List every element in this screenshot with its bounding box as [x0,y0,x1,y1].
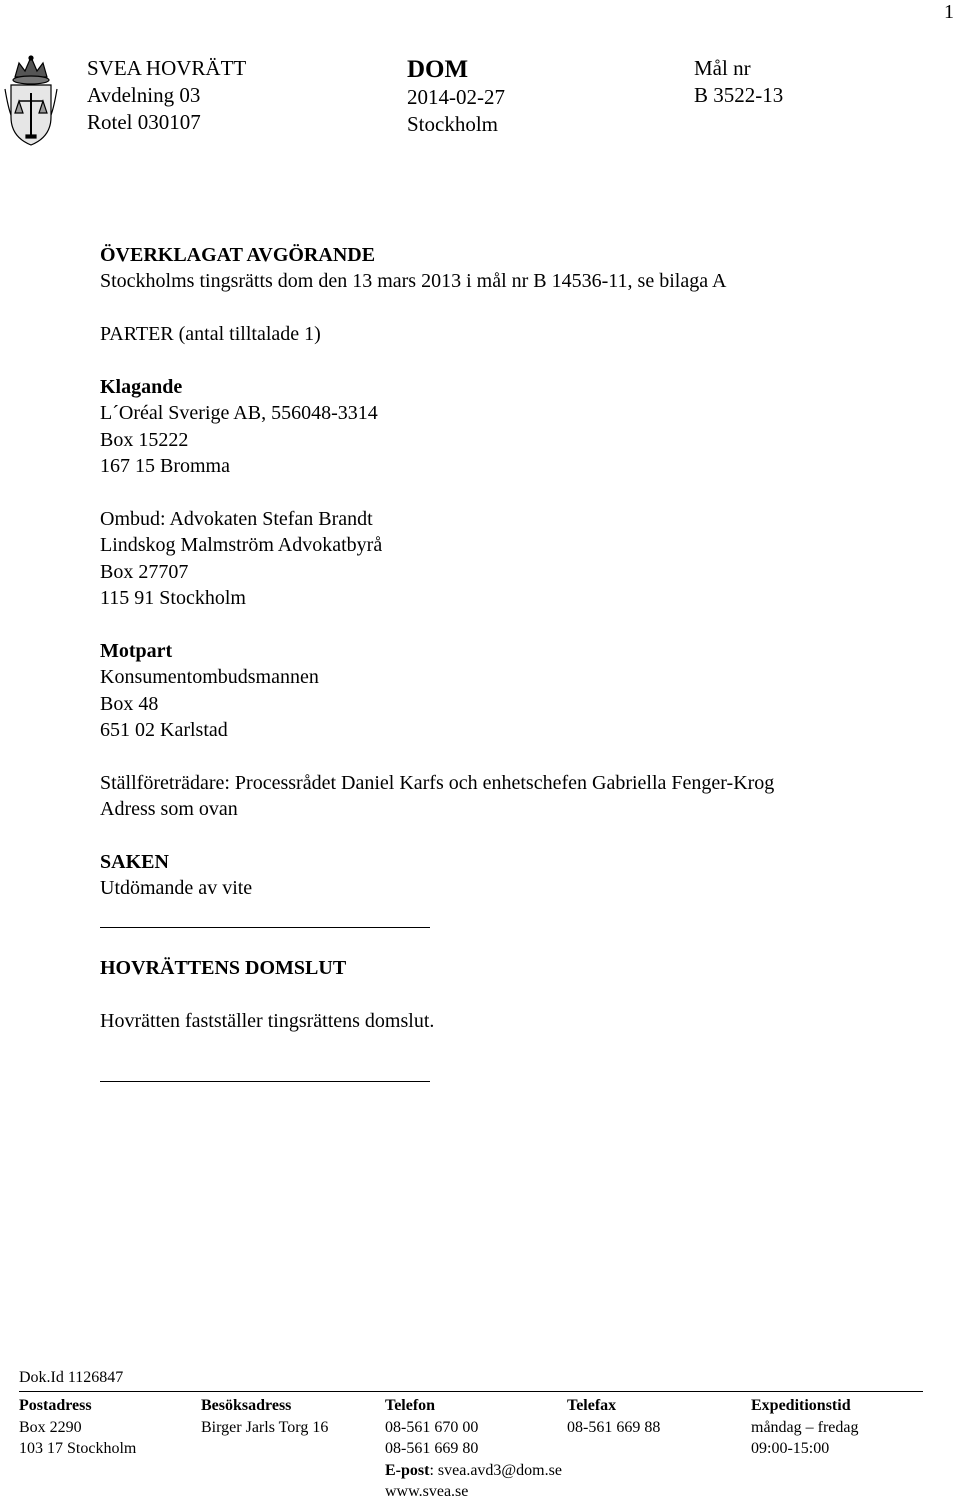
footer-email [385,1460,562,1482]
counsel-line: 115 91 Stockholm [100,586,246,609]
ruling-heading: HOVRÄTTENS DOMSLUT [100,957,347,979]
footer-heading: Expeditionstid [751,1397,851,1414]
document-block [407,56,505,138]
respondent-line: Konsumentombudsmannen [100,666,319,689]
footer-website[interactable]: www.svea.se [385,1483,469,1500]
document-date: 2014-02-27 [407,85,505,109]
appellant-heading: Klagande [100,376,183,398]
representative-line: Ställföreträdare: Processrådet Daniel Karfs och enhetschefen Gabriella Fenger-Krog [100,772,775,794]
doc-id: Dok.Id 1126847 [19,1369,124,1386]
email-label: E-post [385,1461,430,1479]
footer-heading: Telefon [385,1397,436,1414]
counsel-line: Lindskog Malmström Advokatbyrå [100,534,383,557]
footer-line: 08-561 669 80 [385,1440,479,1457]
footer-line: 09:00-15:00 [751,1440,830,1457]
footer-heading: Telefax [567,1397,617,1414]
footer-line: 08-561 670 00 [385,1418,479,1436]
footer-line: Box 2290 [19,1418,82,1436]
case-label: Mål nr [694,56,751,80]
counsel-line: Ombud: Advokaten Stefan Brandt [100,508,373,530]
counsel-line: Box 27707 [100,560,189,583]
document-type: DOM [407,56,469,83]
court-division: Avdelning 03 [87,83,201,107]
appellant-line: Box 15222 [100,428,189,451]
appealed-section [100,242,726,295]
case-number: B 3522-13 [694,83,784,107]
footer-hours [751,1395,859,1460]
matter-heading: SAKEN [100,851,169,873]
footer-line: 103 17 Stockholm [19,1440,137,1457]
footer-line: 08-561 669 88 [567,1418,661,1436]
divider-line [100,1081,430,1082]
matter-section [100,849,252,902]
document-place: Stockholm [407,112,499,136]
respondent-section [100,638,319,743]
footer-heading: Besöksadress [201,1397,292,1414]
matter-text: Utdömande av vite [100,877,253,900]
court-name: SVEA HOVRÄTT [87,56,247,80]
appealed-heading: ÖVERKLAGAT AVGÖRANDE [100,244,376,266]
parties-heading: PARTER (antal tilltalade 1) [100,323,321,345]
email-value[interactable]: : svea.avd3@dom.se [429,1461,562,1479]
respondent-line: Box 48 [100,692,159,715]
appellant-line: L´Oréal Sverige AB, 556048-3314 [100,402,378,425]
counsel-section [100,506,382,611]
footer-line: måndag – fredag [751,1418,859,1436]
appellant-line: 167 15 Bromma [100,454,230,477]
representative-line: Adress som ovan [100,798,238,821]
court-emblem-icon [3,55,59,147]
footer-phone [385,1395,562,1503]
footer-rule [19,1391,923,1392]
respondent-heading: Motpart [100,640,173,662]
footer-postal [19,1395,136,1460]
case-block [694,55,783,109]
footer-fax [567,1395,660,1438]
respondent-line: 651 02 Karlstad [100,718,228,741]
appealed-text: Stockholms tingsrätts dom den 13 mars 2013 i mål nr B 14536-11, se bilaga A [100,270,727,293]
footer-visiting [201,1395,328,1438]
representative-section [100,770,774,823]
divider-line [100,927,430,928]
court-block [87,55,246,136]
court-rotel: Rotel 030107 [87,110,201,134]
ruling-text: Hovrätten fastställer tingsrättens domslut. [100,1010,435,1032]
footer-heading: Postadress [19,1397,92,1414]
footer-line: Birger Jarls Torg 16 [201,1418,329,1436]
appellant-section [100,374,378,479]
page-number: 1 [944,1,954,23]
